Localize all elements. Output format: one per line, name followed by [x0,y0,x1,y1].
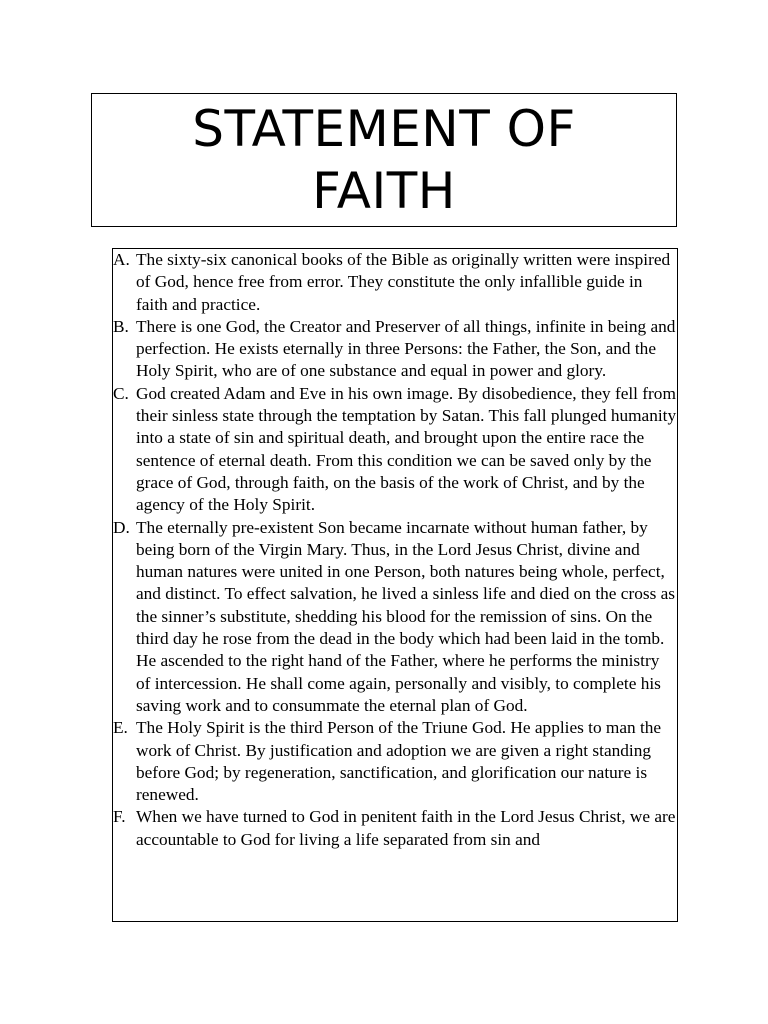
statement-item-a [113,249,677,316]
item-text: The Holy Spirit is the third Person of the Triune God. He applies to man the work of Christ. By justification and adoption we are given a right standing before God; by regeneration, sanctification, and glorification our nature is renewed. [136,718,662,805]
statement-list-box [112,248,678,922]
item-text: God created Adam and Eve in his own image. By disobedience, they fell from their sinless state through the temptation by Satan. This fall plunged humanity into a state of sin and spiritual death, and brought upon the entire race the sentence of eternal death. From this condition we can be saved only by the grace of God, through faith, on the basis of the work of Christ, and by the agency of the Holy Spirit. [136,383,677,515]
statement-item-d [113,517,677,718]
statement-item-f [113,806,677,851]
item-marker: D. [113,517,130,537]
item-text: When we have turned to God in penitent faith in the Lord Jesus Christ, we are accountable to God for living a life separated from sin and [136,807,676,849]
item-text: The eternally pre-existent Son became incarnate without human father, by being born of the Virgin Mary. Thus, in the Lord Jesus Christ, divine and human natures were united in one Person, both natures being whole, perfect, and distinct. To effect salvation, he lived a sinless life and died on the cross as the sinner’s substitute, shedding his blood for the remission of sins. On the third day he rose from the dead in the body which had been laid in the tomb. He ascended to the right hand of the Father, where he performs the ministry of intercession. He shall come again, personally and visibly, to complete his saving work and to consummate the eternal plan of God. [136,517,676,715]
statement-item-e [113,717,677,806]
page-title: STATEMENT OF FAITH [192,100,576,220]
statement-list [113,249,677,851]
statement-item-c [113,383,677,517]
item-marker: C. [113,383,129,403]
item-text: There is one God, the Creator and Preserver of all things, infinite in being and perfection. He exists eternally in three Persons: the Father, the Son, and the Holy Spirit, who are of one substance and equal in power and glory. [136,316,676,381]
item-text: The sixty-six canonical books of the Bible as originally written were inspired of God, hence free from error. They constitute the only infallible guide in faith and practice. [136,250,671,314]
item-marker: A. [113,250,130,269]
item-marker: E. [113,718,128,738]
title-box [91,93,677,227]
statement-item-b [113,316,677,383]
item-marker: F. [113,807,126,827]
item-marker: B. [113,316,129,336]
